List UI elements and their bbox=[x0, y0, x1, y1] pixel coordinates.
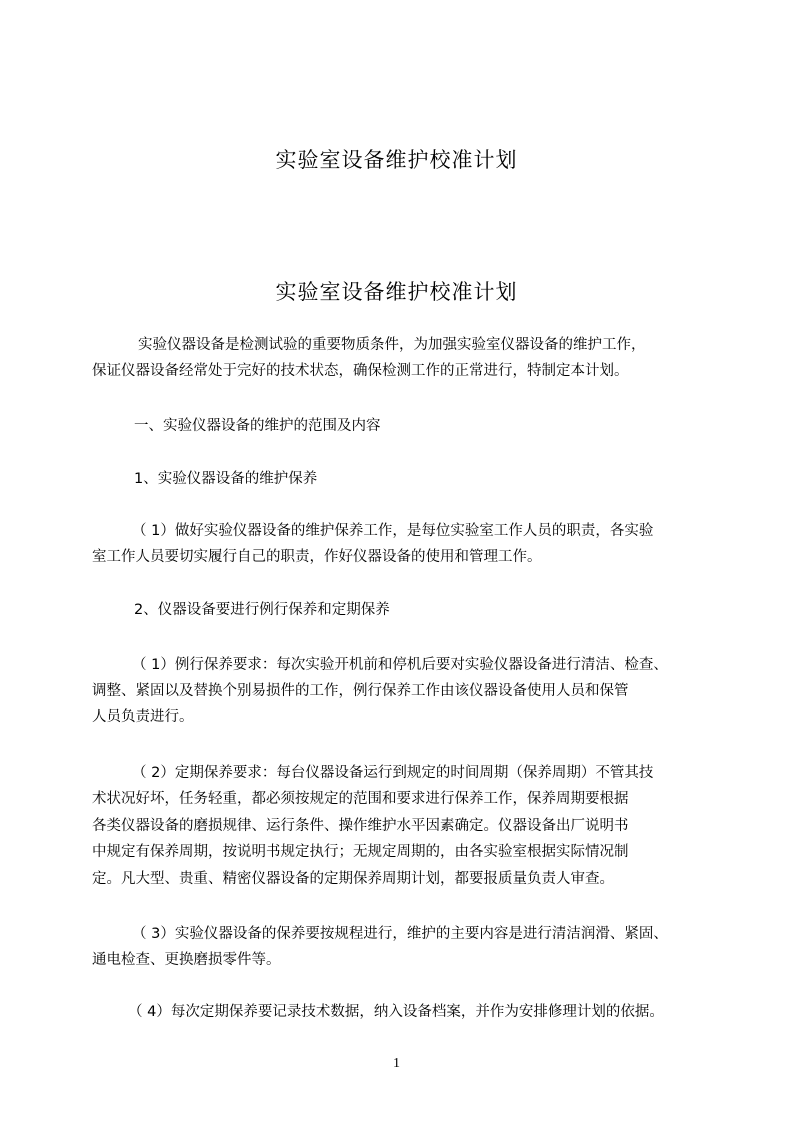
sub2-paragraph-3-line-1: （ 3）实验仪器设备的保养要按规程进行，维护的主要内容是进行清洁润滑、紧固、 bbox=[132, 926, 668, 942]
document-header-title: 实验室设备维护校准计划 bbox=[275, 148, 518, 172]
sub1-paragraph-1-line-2: 室工作人员要切实履行自己的职责，作好仪器设备的使用和管理工作。 bbox=[92, 549, 542, 565]
section-1-heading: 一、实验仪器设备的维护的范围及内容 bbox=[134, 418, 381, 434]
document-main-title: 实验室设备维护校准计划 bbox=[275, 280, 518, 304]
sub2-paragraph-2-line-3: 各类仪器设备的磨损规律、运行条件、操作维护水平因素确定。仪器设备出厂说明书 bbox=[92, 818, 629, 834]
sub2-paragraph-2-line-1: （ 2）定期保养要求：每台仪器设备运行到规定的时间周期（保养周期）不管其技 bbox=[132, 765, 654, 781]
sub2-paragraph-1-line-3: 人员负责进行。 bbox=[92, 709, 194, 725]
subsection-1-heading: 1、实验仪器设备的维护保养 bbox=[134, 471, 318, 487]
sub2-paragraph-3-line-2: 通电检查、更换磨损零件等。 bbox=[92, 952, 281, 968]
intro-line-2: 保证仪器设备经常处于完好的技术状态，确保检测工作的正常进行，特制定本计划。 bbox=[92, 363, 629, 379]
intro-line-1: 实验仪器设备是检测试验的重要物质条件，为加强实验室仪器设备的维护工作， bbox=[138, 337, 646, 353]
sub2-paragraph-2-line-5: 定。凡大型、贵重、精密仪器设备的定期保养周期计划，都要报质量负责人审查。 bbox=[92, 871, 614, 887]
sub2-paragraph-2-line-4: 中规定有保养周期，按说明书规定执行；无规定周期的，由各实验室根据实际情况制 bbox=[92, 844, 629, 860]
subsection-2-heading: 2、仪器设备要进行例行保养和定期保养 bbox=[134, 602, 390, 618]
sub2-paragraph-1-line-2: 调整、紧固以及替换个别易损件的工作，例行保养工作由该仪器设备使用人员和保管 bbox=[92, 683, 629, 699]
page-number: 1 bbox=[393, 1056, 400, 1071]
sub2-paragraph-2-line-2: 术状况好坏，任务轻重，都必须按规定的范围和要求进行保养工作，保养周期要根据 bbox=[92, 791, 629, 807]
sub2-paragraph-4-line-1: （ 4）每次定期保养要记录技术数据，纳入设备档案，并作为安排修理计划的依据。 bbox=[128, 1004, 664, 1020]
sub2-paragraph-1-line-1: （ 1）例行保养要求：每次实验开机前和停机后要对实验仪器设备进行清洁、检查、 bbox=[132, 657, 668, 673]
sub1-paragraph-1-line-1: （ 1）做好实验仪器设备的维护保养工作，是每位实验室工作人员的职责，各实验 bbox=[132, 523, 654, 539]
